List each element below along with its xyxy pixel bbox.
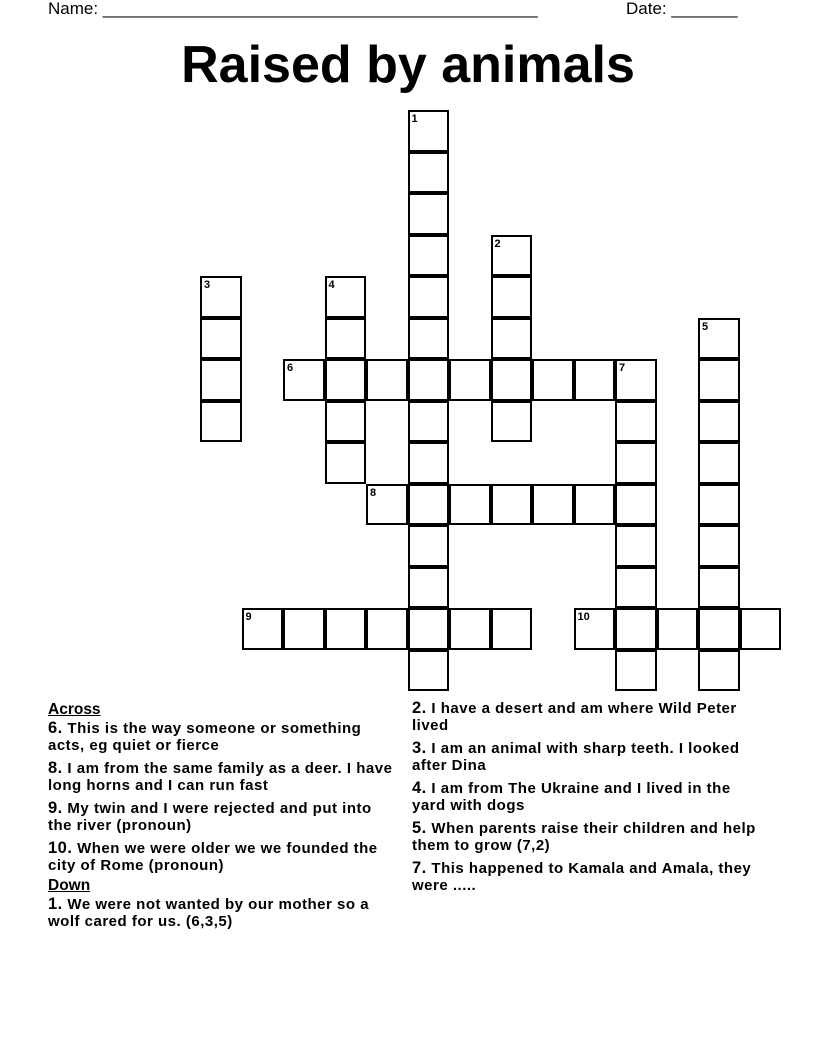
crossword-cell[interactable]	[615, 567, 657, 609]
clue-number: 7.	[412, 859, 427, 877]
cell-number: 2	[494, 237, 501, 250]
crossword-cell[interactable]	[408, 235, 450, 277]
crossword-cell[interactable]	[325, 359, 367, 401]
crossword-cell[interactable]	[283, 359, 325, 401]
clue-down-4	[412, 780, 762, 814]
clue-number: 8.	[48, 759, 63, 777]
crossword-cell[interactable]	[491, 235, 533, 277]
clue-text: I have a desert and am where Wild Peter lived	[412, 700, 737, 734]
clue-down-5	[412, 820, 762, 854]
crossword-cell[interactable]	[491, 276, 533, 318]
crossword-cell[interactable]	[200, 401, 242, 443]
clue-number: 9.	[48, 799, 63, 817]
cell-number: 7	[619, 362, 626, 374]
clue-number: 3.	[412, 739, 427, 757]
clue-across-10	[48, 840, 398, 874]
clue-down-2	[412, 700, 762, 734]
clue-down-1	[48, 896, 398, 930]
clue-text: When we were older we we founded the city of Rome (pronoun)	[48, 840, 378, 874]
crossword-cell[interactable]	[574, 484, 616, 526]
clue-text: This happened to Kamala and Amala, they were .....	[412, 860, 752, 894]
clue-across-8	[48, 760, 398, 794]
page-title: Raised by animals	[181, 36, 635, 94]
crossword-cell[interactable]	[325, 608, 367, 650]
crossword-cell[interactable]	[491, 359, 533, 401]
crossword-cell[interactable]	[366, 608, 408, 650]
name-field-label: Name: ______________________________________________	[48, 0, 538, 18]
crossword-cell[interactable]	[615, 401, 657, 443]
crossword-cell[interactable]	[449, 359, 491, 401]
clue-text: I am from the same family as a deer. I have long horns and I can run fast	[48, 760, 393, 794]
cell-number: 9	[245, 611, 252, 623]
crossword-cell[interactable]	[408, 525, 450, 567]
crossword-cell[interactable]	[657, 608, 699, 650]
crossword-cell[interactable]	[408, 110, 450, 152]
crossword-cell[interactable]	[242, 608, 284, 650]
crossword-cell[interactable]	[491, 318, 533, 360]
crossword-cell[interactable]	[449, 608, 491, 650]
crossword-cell[interactable]	[574, 359, 616, 401]
crossword-cell[interactable]	[366, 484, 408, 526]
crossword-cell[interactable]	[408, 442, 450, 484]
crossword-cell[interactable]	[615, 442, 657, 484]
crossword-cell[interactable]	[325, 318, 367, 360]
crossword-cell[interactable]	[698, 359, 740, 401]
crossword-cell[interactable]	[325, 442, 367, 484]
cell-number: 6	[287, 362, 294, 374]
down-heading: Down	[48, 877, 91, 894]
clue-number: 2.	[412, 699, 427, 717]
cell-number: 3	[204, 279, 211, 291]
crossword-cell[interactable]	[698, 484, 740, 526]
crossword-cell[interactable]	[366, 359, 408, 401]
crossword-cell[interactable]	[574, 608, 616, 650]
crossword-cell[interactable]	[200, 359, 242, 401]
clue-text: When parents raise their children and help them to grow (7,2)	[412, 820, 756, 854]
clue-across-6	[48, 720, 398, 754]
clue-text: This is the way someone or something acts, eg quiet or fierce	[48, 720, 362, 754]
clue-number: 4.	[412, 779, 427, 797]
crossword-cell[interactable]	[698, 650, 740, 692]
clue-down-3	[412, 740, 762, 774]
clue-text: I am from The Ukraine and I lived in the yard with dogs	[412, 780, 731, 814]
crossword-cell[interactable]	[698, 318, 740, 360]
crossword-cell[interactable]	[698, 401, 740, 443]
crossword-cell[interactable]	[698, 442, 740, 484]
clue-text: My twin and I were rejected and put into the river (pronoun)	[48, 800, 372, 834]
crossword-cell[interactable]	[325, 276, 367, 318]
clue-number: 10.	[48, 839, 73, 857]
across-heading: Across	[48, 701, 101, 718]
crossword-cell[interactable]	[491, 484, 533, 526]
crossword-cell[interactable]	[408, 608, 450, 650]
clue-text: I am an animal with sharp teeth. I looked after Dina	[412, 740, 740, 774]
crossword-cell[interactable]	[615, 608, 657, 650]
cell-number: 4	[328, 279, 335, 291]
crossword-cell[interactable]	[408, 359, 450, 401]
crossword-cell[interactable]	[200, 276, 242, 318]
crossword-cell[interactable]	[408, 484, 450, 526]
clue-down-7	[412, 860, 762, 894]
crossword-cell[interactable]	[615, 525, 657, 567]
crossword-cell[interactable]	[283, 608, 325, 650]
crossword-cell[interactable]	[491, 401, 533, 443]
crossword-cell[interactable]	[408, 318, 450, 360]
clue-text: We were not wanted by our mother so a wolf cared for us. (6,3,5)	[48, 896, 370, 930]
clue-number: 1.	[48, 895, 63, 913]
crossword-cell[interactable]	[532, 484, 574, 526]
crossword-cell[interactable]	[408, 276, 450, 318]
clue-number: 5.	[412, 819, 427, 837]
crossword-cell[interactable]	[449, 484, 491, 526]
clue-across-9	[48, 800, 398, 834]
crossword-cell[interactable]	[408, 567, 450, 609]
crossword-cell[interactable]	[408, 152, 450, 194]
crossword-cell[interactable]	[200, 318, 242, 360]
crossword-cell[interactable]	[698, 567, 740, 609]
crossword-cell[interactable]	[491, 608, 533, 650]
cell-number: 5	[702, 320, 709, 333]
crossword-cell[interactable]	[408, 193, 450, 235]
date-field-label: Date: _______	[626, 0, 738, 18]
crossword-cell[interactable]	[325, 401, 367, 443]
crossword-cell[interactable]	[698, 608, 740, 650]
crossword-cell[interactable]	[615, 650, 657, 692]
crossword-cell[interactable]	[532, 359, 574, 401]
clue-number: 6.	[48, 719, 63, 737]
crossword-cell[interactable]	[698, 525, 740, 567]
cell-number: 1	[411, 113, 418, 125]
crossword-cell[interactable]	[615, 359, 657, 401]
clues-right-column	[412, 700, 762, 900]
crossword-cell[interactable]	[740, 608, 782, 650]
clues-left-column	[48, 700, 398, 936]
crossword-cell[interactable]	[408, 650, 450, 692]
cell-number: 8	[370, 486, 377, 499]
crossword-cell[interactable]	[408, 401, 450, 443]
crossword-cell[interactable]	[615, 484, 657, 526]
cell-number: 10	[577, 611, 590, 623]
